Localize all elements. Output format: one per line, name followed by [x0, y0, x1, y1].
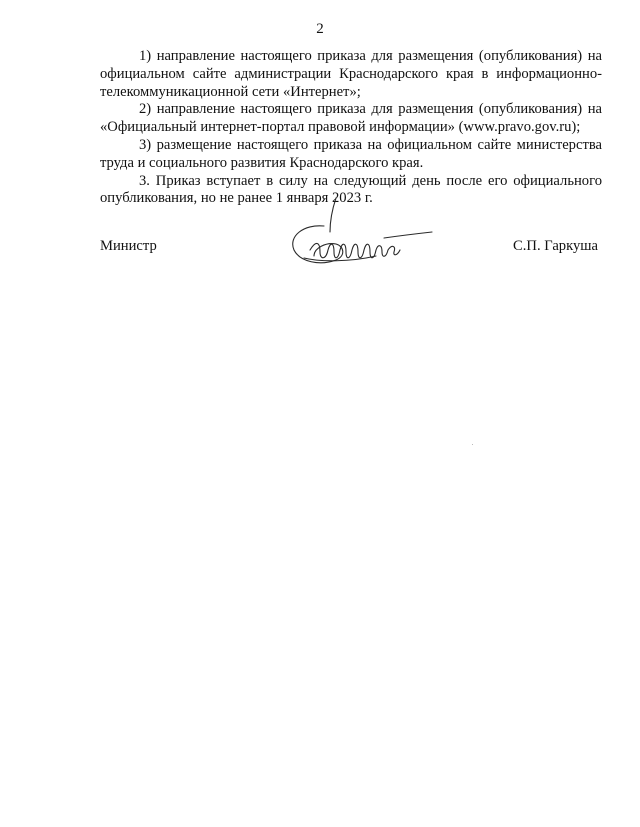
paragraph-item-3: 3) размещение настоящего приказа на официальном сайте министерства труда и социального развития Краснодарского края. [100, 136, 602, 171]
scan-speck [472, 444, 473, 445]
page-number: 2 [316, 21, 324, 37]
paragraph-effective-date: 3. Приказ вступает в силу на следующий день после его официального опубликования, но не ранее 1 января 2023 г. [100, 172, 602, 207]
signer-title: Министр [100, 238, 157, 254]
signer-name: С.П. Гаркуша [513, 238, 598, 254]
paragraph-item-2: 2) направление настоящего приказа для размещения (опубликования) на «Официальный интернет-портал правовой информации» (www.pravo.gov.ru); [100, 101, 602, 136]
handwritten-signature [280, 192, 440, 282]
paragraph-item-1: 1) направление настоящего приказа для размещения (опубликования) на официальном сайте администрации Краснодарского края в информационно-телекоммуникационной сети «Интернет»; [100, 48, 602, 100]
document-body [100, 48, 602, 208]
